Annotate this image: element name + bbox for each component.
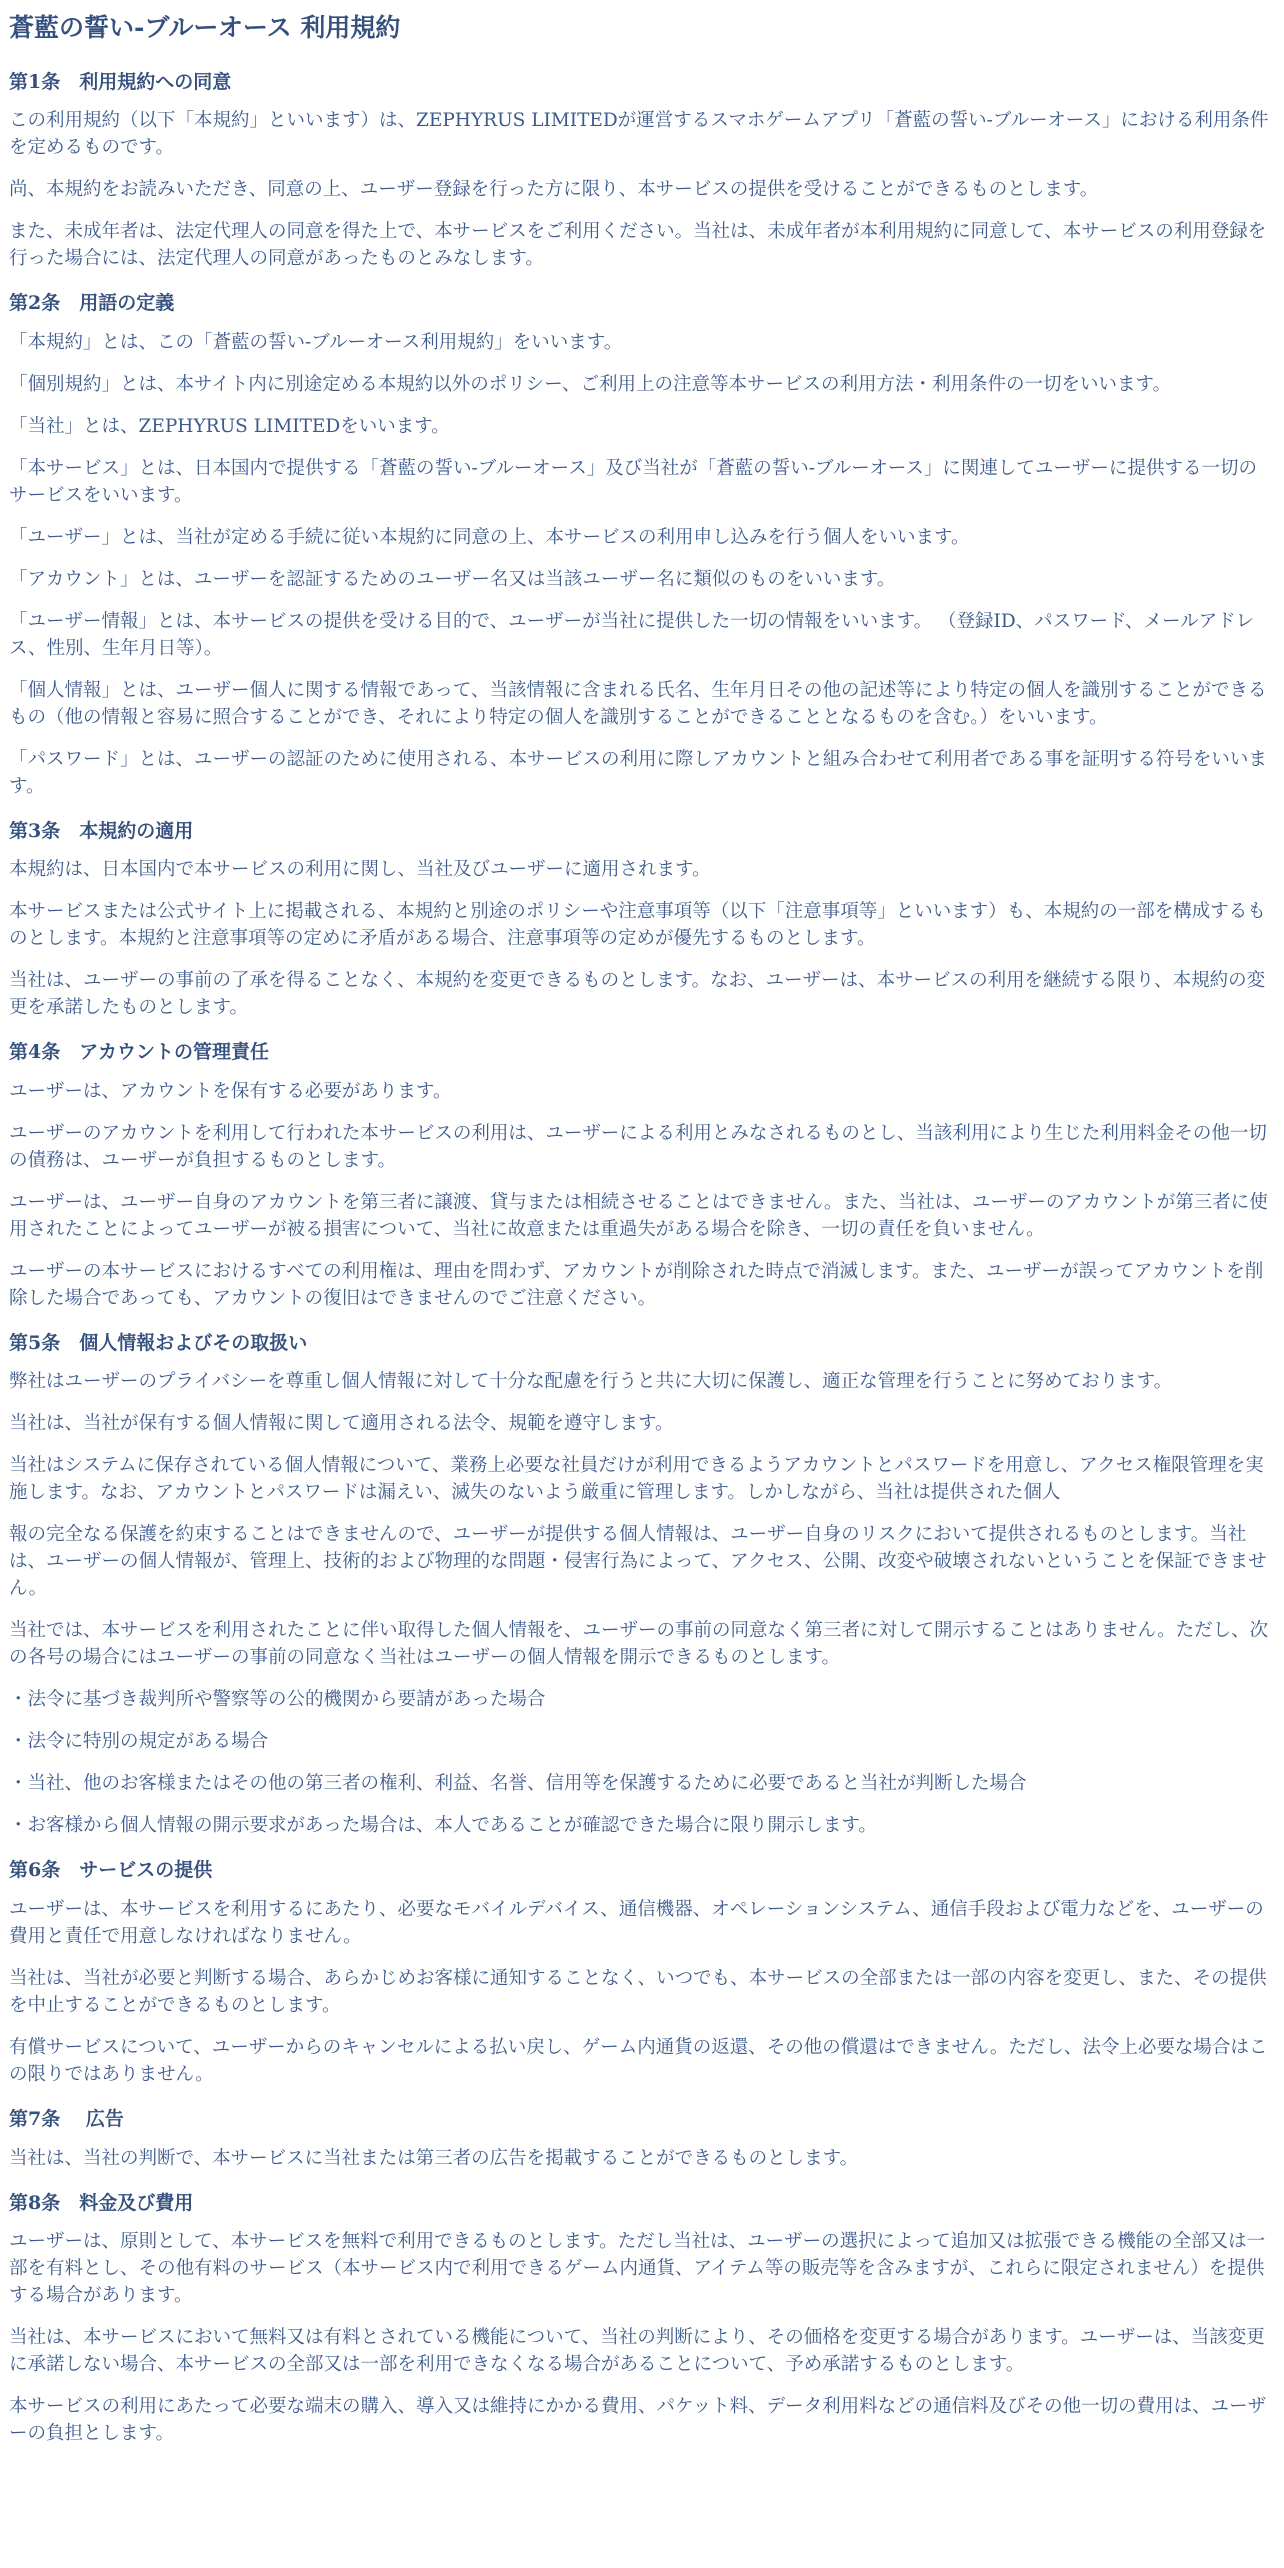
- article-paragraph: ・お客様から個人情報の開示要求があった場合は、本人であることが確認できた場合に限り開示します。: [9, 1815, 877, 1837]
- article-heading: 第3条 本規約の適用: [9, 819, 194, 842]
- article-paragraph: ユーザーは、アカウントを保有する必要があります。: [9, 1080, 452, 1102]
- article-paragraph: 当社は、ユーザーの事前の了承を得ることなく、本規約を変更できるものとします。なお、ユーザーは、本サービスの利用を継続する限り、本規約の変更を承諾したものとします。: [9, 970, 1266, 1019]
- article-paragraph: 当社は、当社が保有する個人情報に関して適用される法令、規範を遵守します。: [9, 1413, 674, 1435]
- article-paragraph: ユーザーは、原則として、本サービスを無料で利用できるものとします。ただし当社は、ユーザーの選択によって追加又は拡張できる機能の全部又は一部を有料とし、その他有料のサービス（本サービス内で利用できるゲーム内通貨、アイテム等の販売等を含みますが、これらに限定されません）を提供する場合があります。: [9, 2231, 1266, 2307]
- article-paragraph: 報の完全なる保護を約束することはできませんので、ユーザーが提供する個人情報は、ユーザー自身のリスクにおいて提供されるものとします。当社は、ユーザーの個人情報が、管理上、技術的および物理的な問題・侵害行為によって、アクセス、公開、改変や破壊されないということを保証できません。: [9, 1524, 1267, 1600]
- article-paragraph: 本サービスの利用にあたって必要な端末の購入、導入又は維持にかかる費用、パケット料、データ利用料などの通信料及びその他一切の費用は、ユーザーの負担とします。: [9, 2396, 1267, 2445]
- article-paragraph: ユーザーは、ユーザー自身のアカウントを第三者に譲渡、貸与または相続させることはできません。また、当社は、ユーザーのアカウントが第三者に使用されたことによってユーザーが被る損害について、当社に故意または重過失がある場合を除き、一切の責任を負いません。: [9, 1191, 1268, 1240]
- terms-body: [9, 69, 1275, 2448]
- article-paragraph: 「個別規約」とは、本サイト内に別途定める本規約以外のポリシー、ご利用上の注意等本サービスの利用方法・利用条件の一切をいいます。: [9, 373, 1171, 395]
- article-paragraph: 「アカウント」とは、ユーザーを認証するためのユーザー名又は当該ユーザー名に類似のものをいいます。: [9, 568, 896, 590]
- article-paragraph: 本規約は、日本国内で本サービスの利用に関し、当社及びユーザーに適用されます。: [9, 859, 711, 881]
- article-paragraph: 当社はシステムに保存されている個人情報について、業務上必要な社員だけが利用できるようアカウントとパスワードを用意し、アクセス権限管理を実施します。なお、アカウントとパスワードは漏えい、滅失のないよう厳重に管理します。しかしながら、当社は提供された個人: [9, 1455, 1264, 1504]
- article-paragraph: 本サービスまたは公式サイト上に掲載される、本規約と別途のポリシーや注意事項等（以下「注意事項等」といいます）も、本規約の一部を構成するものとします。本規約と注意事項等の定めに矛盾がある場合、注意事項等の定めが優先するものとします。: [9, 901, 1266, 950]
- article-section: [9, 1330, 1275, 1840]
- article-paragraph: 有償サービスについて、ユーザーからのキャンセルによる払い戻し、ゲーム内通貨の返還、その他の償還はできません。ただし、法令上必要な場合はこの限りではありません。: [9, 2037, 1268, 2086]
- article-section: [9, 818, 1275, 1022]
- article-section: [9, 69, 1275, 273]
- article-paragraph: この利用規約（以下「本規約」といいます）は、ZEPHYRUS LIMITEDが運営するスマホゲームアプリ「蒼藍の誓い-ブルーオース」における利用条件を定めるものです。: [9, 110, 1269, 159]
- article-paragraph: ・当社、他のお客様またはその他の第三者の権利、利益、名誉、信用等を保護するために必要であると当社が判断した場合: [9, 1773, 1027, 1795]
- article-heading: 第5条 個人情報およびその取扱い: [9, 1331, 308, 1354]
- article-paragraph: 当社は、当社の判断で、本サービスに当社または第三者の広告を掲載することができるものとします。: [9, 2147, 859, 2169]
- article-paragraph: 尚、本規約をお読みいただき、同意の上、ユーザー登録を行った方に限り、本サービスの提供を受けることができるものとします。: [9, 179, 1099, 201]
- article-heading: 第6条 サービスの提供: [9, 1859, 213, 1882]
- article-paragraph: また、未成年者は、法定代理人の同意を得た上で、本サービスをご利用ください。当社は、未成年者が本利用規約に同意して、本サービスの利用登録を行った場合には、法定代理人の同意があったものとみなします。: [9, 221, 1267, 270]
- article-heading: 第7条 広告: [9, 2108, 124, 2131]
- article-paragraph: 当社では、本サービスを利用されたことに伴い取得した個人情報を、ユーザーの事前の同意なく第三者に対して開示することはありません。ただし、次の各号の場合にはユーザーの事前の同意なく当社はユーザーの個人情報を開示できるものとします。: [9, 1620, 1269, 1669]
- article-section: [9, 290, 1275, 800]
- article-paragraph: ・法令に基づき裁判所や警察等の公的機関から要請があった場合: [9, 1689, 546, 1711]
- article-heading: 第2条 用語の定義: [9, 292, 175, 315]
- page-title: 蒼藍の誓い-ブルーオース 利用規約: [9, 13, 401, 42]
- article-paragraph: 「当社」とは、ZEPHYRUS LIMITEDをいいます。: [9, 415, 450, 437]
- article-paragraph: 「ユーザー情報」とは、本サービスの提供を受ける目的で、ユーザーが当社に提供した一切の情報をいいます。 （登録ID、パスワード、メールアドレス、性別、生年月日等）。: [9, 610, 1255, 659]
- article-section: [9, 1857, 1275, 2088]
- article-heading: 第1条 利用規約への同意: [9, 70, 232, 93]
- article-paragraph: 「パスワード」とは、ユーザーの認証のために使用される、本サービスの利用に際しアカウントと組み合わせて利用者である事を証明する符号をいいます。: [9, 748, 1267, 797]
- article-section: [9, 2190, 1275, 2448]
- article-paragraph: 「個人情報」とは、ユーザー個人に関する情報であって、当該情報に含まれる氏名、生年月日その他の記述等により特定の個人を識別することができるもの（他の情報と容易に照合することができ、それにより特定の個人を識別することができることとなるものを含む。）をいいます。: [9, 679, 1267, 728]
- article-paragraph: 弊社はユーザーのプライバシーを尊重し個人情報に対して十分な配慮を行うと共に大切に保護し、適正な管理を行うことに努めております。: [9, 1371, 1173, 1393]
- article-heading: 第4条 アカウントの管理責任: [9, 1041, 270, 1064]
- article-paragraph: ユーザーのアカウントを利用して行われた本サービスの利用は、ユーザーによる利用とみなされるものとし、当該利用により生じた利用料金その他一切の債務は、ユーザーが負担するものとします。: [9, 1122, 1267, 1171]
- article-paragraph: 「本サービス」とは、日本国内で提供する「蒼藍の誓い-ブルーオース」及び当社が「蒼藍の誓い-ブルーオース」に関連してユーザーに提供する一切のサービスをいいます。: [9, 457, 1257, 506]
- article-heading: 第8条 料金及び費用: [9, 2191, 194, 2214]
- article-paragraph: ユーザーは、本サービスを利用するにあたり、必要なモバイルデバイス、通信機器、オペレーションシステム、通信手段および電力などを、ユーザーの費用と責任で用意しなければなりません。: [9, 1899, 1264, 1948]
- article-paragraph: 「ユーザー」とは、当社が定める手続に従い本規約に同意の上、本サービスの利用申し込みを行う個人をいいます。: [9, 526, 970, 548]
- article-paragraph: ユーザーの本サービスにおけるすべての利用権は、理由を問わず、アカウントが削除された時点で消滅します。また、ユーザーが誤ってアカウントを削除した場合であっても、アカウントの復旧はできませんのでご注意ください。: [9, 1260, 1264, 1309]
- article-section: [9, 1039, 1275, 1312]
- article-paragraph: ・法令に特別の規定がある場合: [9, 1731, 269, 1753]
- article-paragraph: 当社は、本サービスにおいて無料又は有料とされている機能について、当社の判断により、その価格を変更する場合があります。ユーザーは、当該変更に承諾しない場合、本サービスの全部又は一部を利用できなくなる場合があることについて、予め承諾するものとします。: [9, 2327, 1265, 2376]
- article-paragraph: 「本規約」とは、この「蒼藍の誓い-ブルーオース利用規約」をいいます。: [9, 331, 623, 353]
- article-section: [9, 2106, 1275, 2172]
- article-paragraph: 当社は、当社が必要と判断する場合、あらかじめお客様に通知することなく、いつでも、本サービスの全部または一部の内容を変更し、また、その提供を中止することができるものとします。: [9, 1968, 1267, 2017]
